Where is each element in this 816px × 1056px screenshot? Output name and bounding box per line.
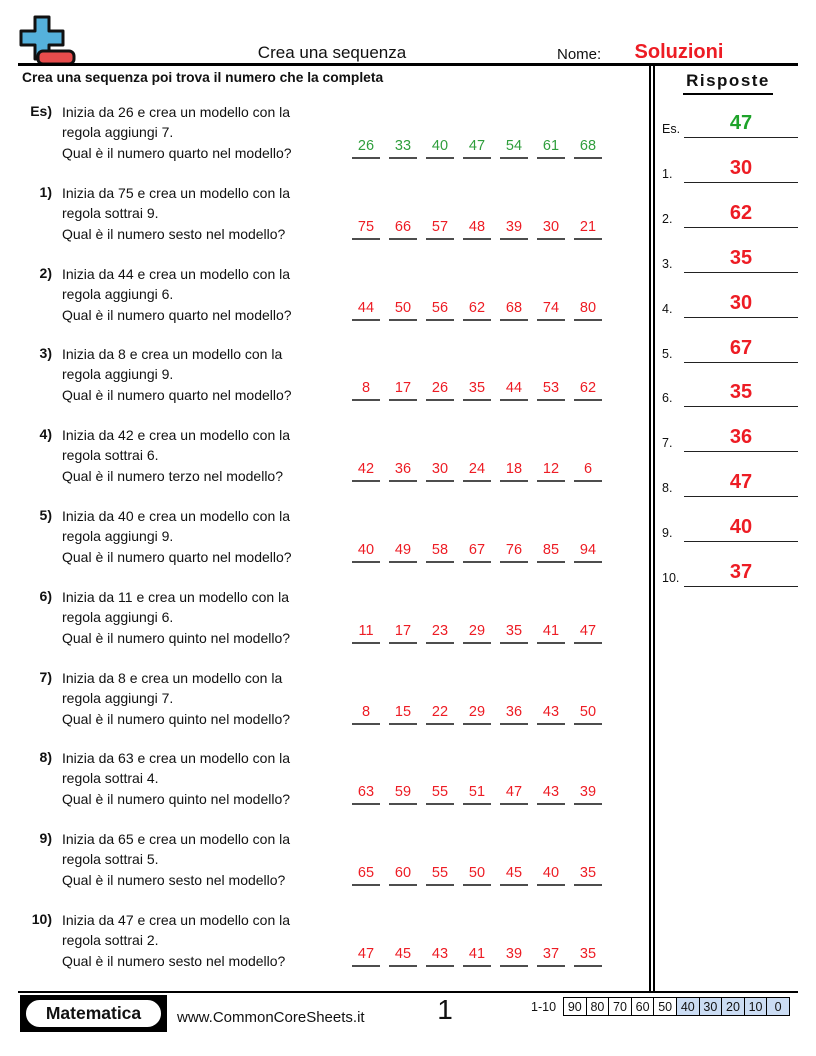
problem-number-label: 2) [39, 265, 52, 281]
answer-blank-line [684, 137, 798, 138]
problem-text [62, 425, 362, 486]
sequence-number: 43 [537, 784, 565, 805]
problem-sequence [352, 380, 602, 401]
sequence-number: 76 [500, 542, 528, 563]
problem-line1: Inizia da 8 e crea un modello con la [62, 346, 283, 362]
sequence-number: 65 [352, 865, 380, 886]
problem-line3: Qual è il numero quarto nel modello? [62, 144, 292, 161]
score-cell: 0 [766, 997, 790, 1016]
answer-blank-line [684, 227, 798, 228]
sequence-number: 17 [389, 623, 417, 644]
problem-line2: regola sottrai 2. [62, 932, 159, 949]
answer-row [656, 327, 800, 363]
sequence-number: 30 [537, 219, 565, 240]
problem-number-label: Es) [30, 103, 52, 119]
sequence-number: 62 [463, 300, 491, 321]
problem-block [0, 183, 648, 261]
answer-row [656, 461, 800, 497]
problem-text [62, 264, 362, 325]
plus-minus-logo-icon [18, 15, 78, 67]
sequence-number: 35 [463, 380, 491, 401]
problem-line3: Qual è il numero quarto nel modello? [62, 548, 292, 565]
problem-block [0, 344, 648, 422]
sequence-number: 50 [463, 865, 491, 886]
name-value-solutions: Soluzioni [634, 41, 724, 63]
problem-line1: Inizia da 26 e crea un modello con la [62, 104, 291, 120]
sequence-number: 53 [537, 380, 565, 401]
header-divider-line [18, 63, 798, 66]
sequence-number: 42 [352, 461, 380, 482]
problem-sequence [352, 623, 602, 644]
problem-line3: Qual è il numero quarto nel modello? [62, 386, 292, 403]
problem-text [62, 183, 362, 244]
problem-line3: Qual è il numero quarto nel modello? [62, 306, 292, 323]
sequence-number: 8 [352, 380, 380, 401]
problem-line1: Inizia da 11 e crea un modello con la [62, 589, 289, 605]
problem-line1: Inizia da 75 e crea un modello con la [62, 185, 291, 201]
sequence-number: 40 [352, 542, 380, 563]
score-cell: 30 [699, 997, 723, 1016]
answer-number-label: 10. [662, 571, 680, 585]
problem-text [62, 102, 362, 163]
sequence-number: 41 [537, 623, 565, 644]
answer-value: 37 [729, 561, 753, 583]
sequence-number: 66 [389, 219, 417, 240]
problem-number-label: 6) [39, 588, 52, 604]
problem-line1: Inizia da 44 e crea un modello con la [62, 266, 291, 282]
answer-value: 62 [729, 202, 753, 224]
answer-number-label: 2. [662, 212, 673, 226]
sequence-number: 35 [574, 865, 602, 886]
sequence-number: 60 [389, 865, 417, 886]
website-url: www.CommonCoreSheets.it [177, 1009, 365, 1026]
answer-blank-line [684, 182, 798, 183]
sequence-number: 30 [426, 461, 454, 482]
sequence-number: 12 [537, 461, 565, 482]
sequence-number: 48 [463, 219, 491, 240]
problem-text [62, 668, 362, 729]
sequence-number: 63 [352, 784, 380, 805]
score-cell: 80 [586, 997, 610, 1016]
problem-line3: Qual è il numero terzo nel modello? [62, 467, 284, 484]
problem-line2: regola aggiungi 6. [62, 609, 174, 626]
sequence-number: 80 [574, 300, 602, 321]
sequence-number: 29 [463, 623, 491, 644]
problem-line1: Inizia da 8 e crea un modello con la [62, 670, 283, 686]
sequence-number: 47 [352, 946, 380, 967]
problem-number-label: 4) [39, 426, 52, 442]
sequence-number: 24 [463, 461, 491, 482]
sequence-number: 68 [574, 138, 602, 159]
score-cell: 10 [744, 997, 768, 1016]
problem-sequence [352, 865, 602, 886]
score-cell: 90 [563, 997, 587, 1016]
sequence-number: 36 [389, 461, 417, 482]
answer-blank-line [684, 317, 798, 318]
problem-text [62, 748, 362, 809]
problem-block [0, 668, 648, 746]
problem-line1: Inizia da 63 e crea un modello con la [62, 750, 291, 766]
problem-block [0, 748, 648, 826]
problem-number-label: 9) [39, 830, 52, 846]
answer-value: 67 [729, 337, 753, 359]
sequence-number: 94 [574, 542, 602, 563]
answer-row [656, 551, 800, 587]
score-cell: 40 [676, 997, 700, 1016]
problem-line2: regola aggiungi 6. [62, 286, 174, 303]
sequence-number: 41 [463, 946, 491, 967]
problem-text [62, 829, 362, 890]
answer-value: 35 [729, 381, 753, 403]
problem-number-label: 7) [39, 669, 52, 685]
sequence-number: 39 [500, 946, 528, 967]
sequence-number: 37 [537, 946, 565, 967]
sequence-number: 21 [574, 219, 602, 240]
sequence-number: 47 [500, 784, 528, 805]
answer-blank-line [684, 541, 798, 542]
problem-line2: regola aggiungi 7. [62, 690, 174, 707]
answer-value: 35 [729, 247, 753, 269]
answer-row [656, 416, 800, 452]
answer-row [656, 506, 800, 542]
answer-value: 30 [729, 157, 753, 179]
answer-number-label: 1. [662, 167, 673, 181]
sequence-number: 58 [426, 542, 454, 563]
page-number: 1 [437, 994, 453, 1025]
answer-number-label: 4. [662, 302, 673, 316]
sequence-number: 57 [426, 219, 454, 240]
sequence-number: 50 [389, 300, 417, 321]
sequence-number: 18 [500, 461, 528, 482]
problem-block [0, 264, 648, 342]
sequence-number: 40 [426, 138, 454, 159]
sequence-number: 55 [426, 784, 454, 805]
sequence-number: 59 [389, 784, 417, 805]
answer-value: 47 [729, 112, 753, 134]
answer-number-label: Es. [662, 122, 681, 136]
problem-line2: regola aggiungi 9. [62, 366, 174, 383]
worksheet-instruction: Crea una sequenza poi trova il numero che la completa [22, 70, 384, 85]
problem-line3: Qual è il numero sesto nel modello? [62, 871, 286, 888]
sequence-number: 29 [463, 704, 491, 725]
brand-logo [20, 995, 167, 1032]
problem-sequence [352, 542, 602, 563]
sequence-number: 45 [389, 946, 417, 967]
problem-line1: Inizia da 40 e crea un modello con la [62, 508, 291, 524]
sequence-number: 39 [574, 784, 602, 805]
problem-text [62, 344, 362, 405]
answer-blank-line [684, 451, 798, 452]
answer-row [656, 102, 800, 138]
sequence-number: 11 [352, 623, 380, 644]
problem-sequence [352, 219, 602, 240]
problem-line2: regola aggiungi 9. [62, 528, 174, 545]
problem-line3: Qual è il numero quinto nel modello? [62, 629, 291, 646]
problem-line2: regola aggiungi 7. [62, 124, 174, 141]
problem-text [62, 506, 362, 567]
score-cell: 50 [653, 997, 677, 1016]
answers-panel-title: Risposte [683, 71, 773, 95]
answer-row [656, 237, 800, 273]
problem-block [0, 587, 648, 665]
sequence-number: 17 [389, 380, 417, 401]
problem-sequence [352, 138, 602, 159]
problem-text [62, 910, 362, 971]
problem-sequence [352, 300, 602, 321]
sequence-number: 26 [426, 380, 454, 401]
name-label: Nome: [557, 46, 602, 63]
answer-number-label: 7. [662, 436, 673, 450]
answer-blank-line [684, 272, 798, 273]
answers-column-divider [649, 64, 655, 992]
sequence-number: 39 [500, 219, 528, 240]
problem-block [0, 425, 648, 503]
answer-blank-line [684, 586, 798, 587]
sequence-number: 74 [537, 300, 565, 321]
sequence-number: 35 [574, 946, 602, 967]
answer-value: 40 [729, 516, 753, 538]
problem-line2: regola sottrai 9. [62, 205, 159, 222]
sequence-number: 61 [537, 138, 565, 159]
answer-row [656, 147, 800, 183]
problem-line3: Qual è il numero sesto nel modello? [62, 225, 286, 242]
answer-row [656, 371, 800, 407]
sequence-number: 23 [426, 623, 454, 644]
answer-value: 47 [729, 471, 753, 493]
problem-line3: Qual è il numero quinto nel modello? [62, 790, 291, 807]
sequence-number: 44 [500, 380, 528, 401]
sequence-number: 50 [574, 704, 602, 725]
answer-number-label: 3. [662, 257, 673, 271]
score-cell: 70 [608, 997, 632, 1016]
problem-sequence [352, 704, 602, 725]
answer-value: 30 [729, 292, 753, 314]
answer-blank-line [684, 362, 798, 363]
sequence-number: 6 [574, 461, 602, 482]
problem-line1: Inizia da 47 e crea un modello con la [62, 912, 291, 928]
brand-name: Matematica [24, 998, 163, 1029]
sequence-number: 47 [463, 138, 491, 159]
problem-block [0, 506, 648, 584]
answer-row [656, 192, 800, 228]
sequence-number: 8 [352, 704, 380, 725]
sequence-number: 56 [426, 300, 454, 321]
problem-block [0, 910, 648, 988]
problem-number-label: 8) [39, 749, 52, 765]
sequence-number: 68 [500, 300, 528, 321]
sequence-number: 44 [352, 300, 380, 321]
answers-panel-title-wrap [658, 71, 798, 95]
sequence-number: 22 [426, 704, 454, 725]
problem-line2: regola sottrai 5. [62, 851, 159, 868]
answer-number-label: 8. [662, 481, 673, 495]
score-cell: 60 [631, 997, 655, 1016]
problem-sequence [352, 784, 602, 805]
sequence-number: 43 [426, 946, 454, 967]
sequence-number: 15 [389, 704, 417, 725]
sequence-number: 40 [537, 865, 565, 886]
sequence-number: 47 [574, 623, 602, 644]
page-title: Crea una sequenza [257, 43, 407, 62]
problem-line1: Inizia da 42 e crea un modello con la [62, 427, 291, 443]
sequence-number: 85 [537, 542, 565, 563]
problem-line2: regola sottrai 4. [62, 770, 159, 787]
sequence-number: 33 [389, 138, 417, 159]
answer-number-label: 9. [662, 526, 673, 540]
sequence-number: 36 [500, 704, 528, 725]
sequence-number: 26 [352, 138, 380, 159]
answer-row [656, 282, 800, 318]
answer-blank-line [684, 406, 798, 407]
problem-number-label: 10) [31, 911, 52, 927]
problem-line2: regola sottrai 6. [62, 447, 159, 464]
sequence-number: 62 [574, 380, 602, 401]
problem-text [62, 587, 362, 648]
problem-block [0, 102, 648, 180]
score-cell: 20 [721, 997, 745, 1016]
answer-number-label: 6. [662, 391, 673, 405]
problem-number-label: 3) [39, 345, 52, 361]
sequence-number: 67 [463, 542, 491, 563]
problem-block [0, 829, 648, 907]
problem-number-label: 5) [39, 507, 52, 523]
sequence-number: 45 [500, 865, 528, 886]
problem-number-label: 1) [39, 184, 52, 200]
answer-number-label: 5. [662, 347, 673, 361]
sequence-number: 75 [352, 219, 380, 240]
sequence-number: 55 [426, 865, 454, 886]
footer-divider-line [18, 991, 798, 993]
problem-sequence [352, 461, 602, 482]
answer-value: 36 [729, 426, 753, 448]
sequence-number: 51 [463, 784, 491, 805]
sequence-number: 35 [500, 623, 528, 644]
score-range-label: 1-10 [531, 1000, 557, 1014]
problem-line1: Inizia da 65 e crea un modello con la [62, 831, 291, 847]
problem-line3: Qual è il numero quinto nel modello? [62, 710, 291, 727]
problem-line3: Qual è il numero sesto nel modello? [62, 952, 286, 969]
score-table [563, 997, 790, 1016]
sequence-number: 54 [500, 138, 528, 159]
sequence-number: 43 [537, 704, 565, 725]
answer-blank-line [684, 496, 798, 497]
problem-sequence [352, 946, 602, 967]
sequence-number: 49 [389, 542, 417, 563]
